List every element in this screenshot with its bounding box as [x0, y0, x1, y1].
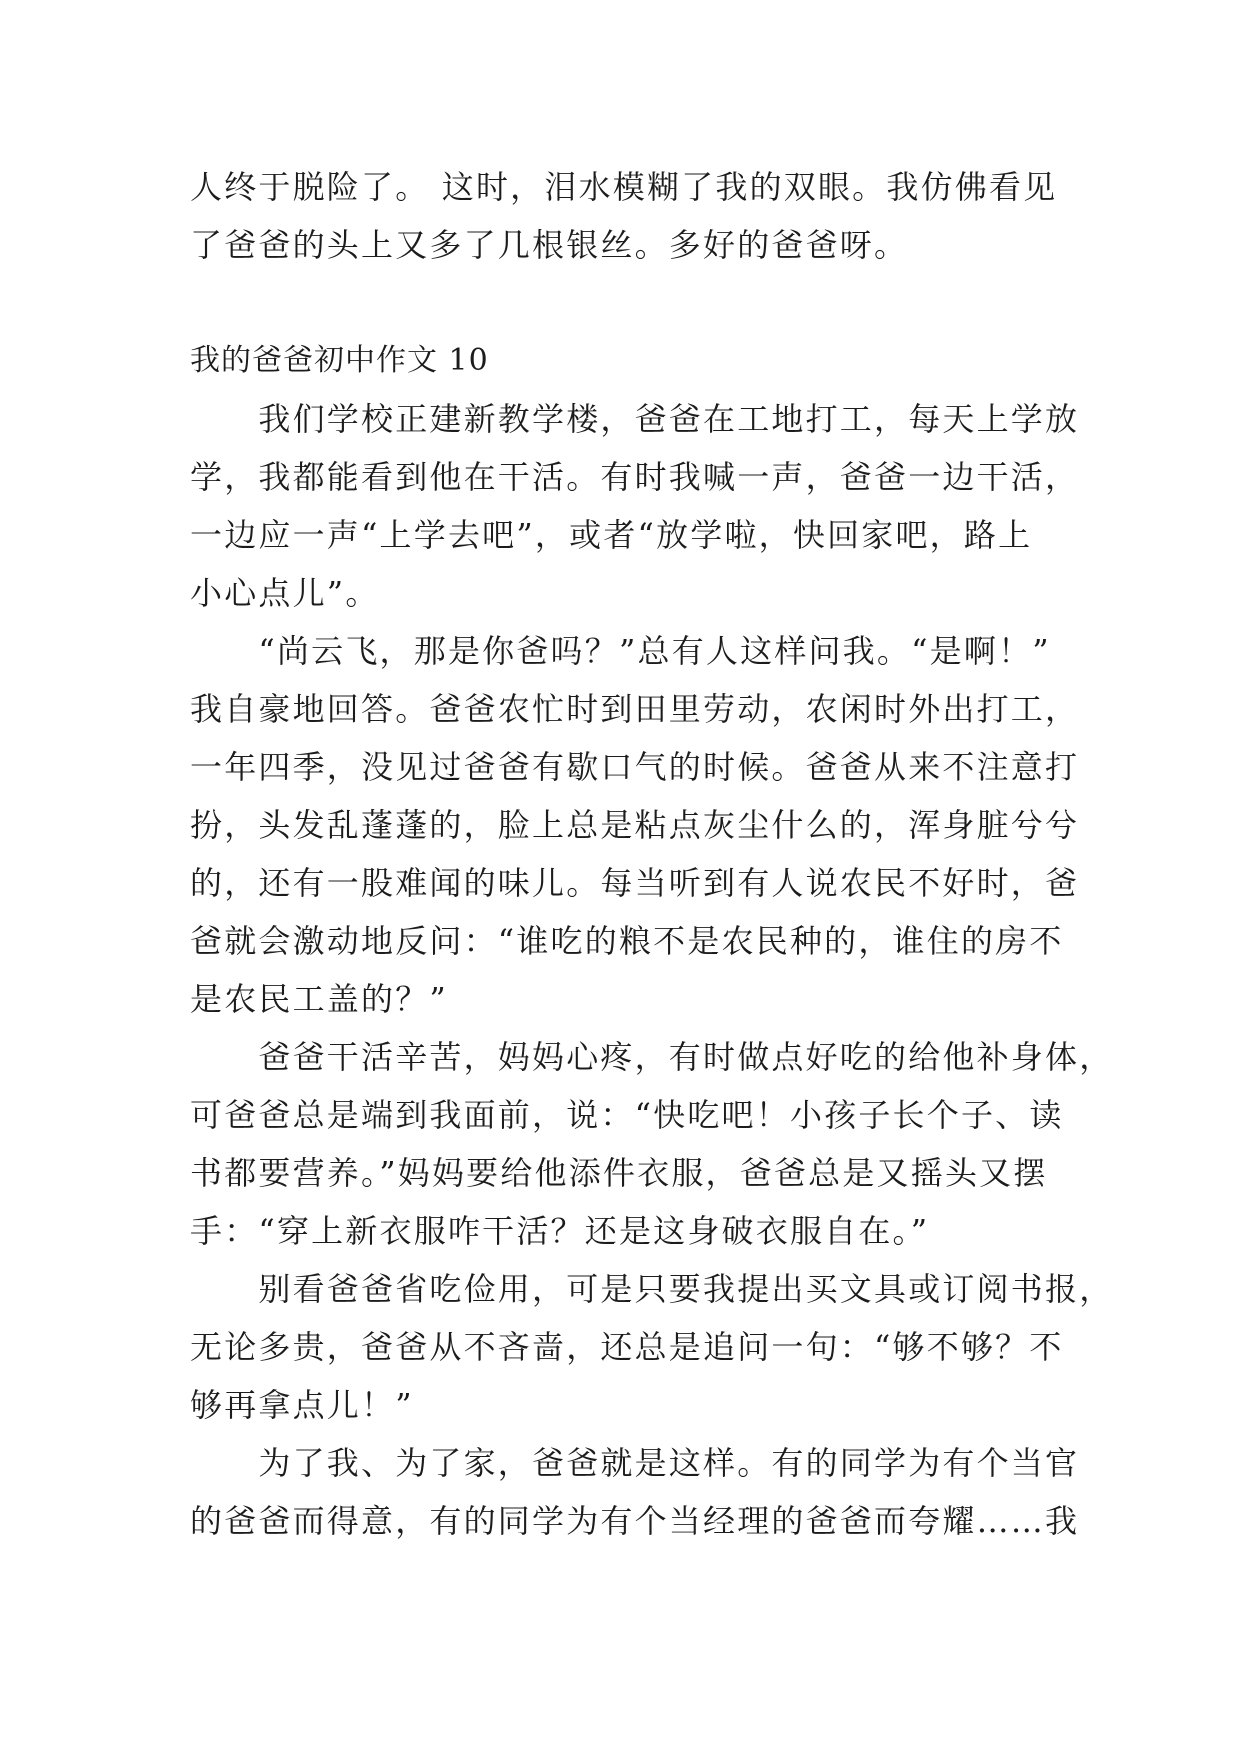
- section-title: 我的爸爸初中作文 10: [190, 343, 489, 378]
- text-line: 一年四季，没见过爸爸有歇口气的时候。爸爸从来不注意打: [190, 748, 1080, 786]
- text-line: 手：“穿上新衣服咋干活？还是这身破衣服自在。”: [190, 1212, 930, 1250]
- text-line: 可爸爸总是端到我面前，说：“快吃吧！小孩子长个子、读: [190, 1096, 1064, 1134]
- text-line: 我们学校正建新教学楼，爸爸在工地打工，每天上学放: [190, 400, 1080, 438]
- text-line: 是农民工盖的？”: [190, 980, 448, 1018]
- blank-line: [190, 274, 1046, 332]
- text-line: 爸就会激动地反问：“谁吃的粮不是农民种的，谁住的房不: [190, 922, 1064, 960]
- text-line: 够再拿点儿！”: [190, 1386, 414, 1424]
- text-line: 别看爸爸省吃俭用，可是只要我提出买文具或订阅书报，: [190, 1270, 1114, 1308]
- text-line: 的爸爸而得意，有的同学为有个当经理的爸爸而夸耀……我: [190, 1502, 1080, 1540]
- text-line: 无论多贵，爸爸从不吝啬，还总是追问一句：“够不够？不: [190, 1328, 1064, 1366]
- text-line: “尚云飞，那是你爸吗？”总有人这样问我。“是啊！”: [190, 632, 1051, 670]
- text-line: 书都要营养。”妈妈要给他添件衣服，爸爸总是又摇头又摆: [190, 1154, 1048, 1192]
- text-line: 爸爸干活辛苦，妈妈心疼，有时做点好吃的给他补身体，: [190, 1038, 1114, 1076]
- document-body: [190, 158, 1114, 1550]
- text-line: 一边应一声“上学去吧”，或者“放学啦，快回家吧，路上: [190, 516, 1033, 554]
- text-line: 小心点儿”。: [190, 574, 380, 612]
- text-line: 扮，头发乱蓬蓬的，脸上总是粘点灰尘什么的，浑身脏兮兮: [190, 806, 1080, 844]
- text-line: 学，我都能看到他在干活。有时我喊一声，爸爸一边干活，: [190, 458, 1080, 496]
- text-line: 我自豪地回答。爸爸农忙时到田里劳动，农闲时外出打工，: [190, 690, 1080, 728]
- text-line: 为了我、为了家，爸爸就是这样。有的同学为有个当官: [190, 1444, 1080, 1482]
- text-line: 了爸爸的头上又多了几根银丝。多好的爸爸呀。: [190, 226, 909, 264]
- text-line: 的，还有一股难闻的味儿。每当听到有人说农民不好时，爸: [190, 864, 1080, 902]
- text-line: 人终于脱险了。 这时，泪水模糊了我的双眼。我仿佛看见: [190, 168, 1058, 206]
